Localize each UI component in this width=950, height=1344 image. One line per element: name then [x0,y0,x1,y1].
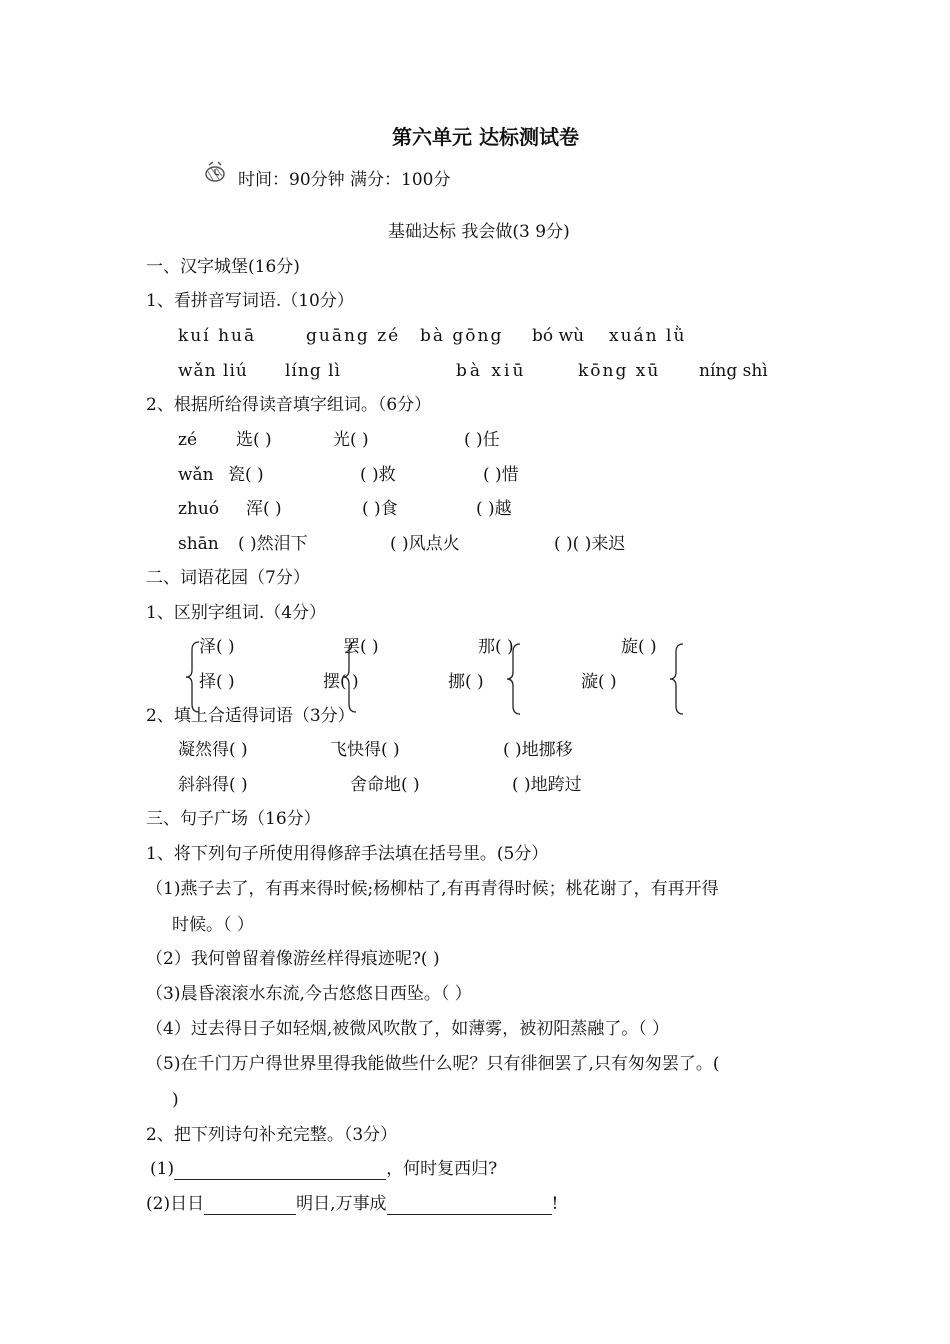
sentence-item: ) [172,1090,179,1110]
poem-line [150,1158,497,1180]
pinyin-item: bà xiū [456,361,527,381]
part1-q1-heading: 1、看拼音写词语.（10分） [146,291,354,311]
page-title: 第六单元 达标测试卷 [392,125,579,149]
fill-item: 浑( ) [246,499,282,519]
fill-item: ( )地跨过 [512,775,582,795]
pinyin-item: kōng xū [578,361,661,381]
pinyin-item: bà gōng [420,326,504,346]
part1-q2-heading: 2、根据所给得读音填字组词。（6分） [146,395,432,415]
fill-item: ( )越 [476,499,512,519]
sentence-item: （5)在千门万户得世界里得我能做些什么呢？只有徘徊罢了,只有匆匆罢了。( [146,1054,720,1074]
poem-prefix: (1) [150,1159,175,1179]
fill-item: ( )救 [360,465,396,485]
pinyin-item: guāng zé [306,326,401,346]
fill-item: 舍命地( ) [350,775,420,795]
section-basic: 基础达标 我会做(3 9分) [388,222,570,242]
sentence-item: （1)燕子去了，有再来得时候;杨柳枯了,有再青得时候；桃花谢了，有再开得 [146,879,719,899]
answer-blank[interactable] [204,1196,296,1215]
answer-blank[interactable] [174,1161,386,1180]
poem-suffix: ，何时复西归? [386,1159,498,1179]
part1-heading: 一、汉字城堡(16分) [146,257,300,277]
poem-suffix: ! [551,1194,559,1214]
part3-heading: 三、句子广场（16分） [146,809,321,829]
fill-item: ( )然泪下 [238,534,308,554]
fill-item: 选( ) [236,430,272,450]
pinyin-item: xuán lǜ [609,326,687,346]
fill-item: ( )风点火 [390,534,460,554]
poem-prefix: (2)日日 [146,1194,205,1214]
brace-icon [668,642,686,716]
sentence-item: （3)晨昏滚滚水东流,今古悠悠日西坠。（ ） [146,984,472,1004]
pinyin-label: shān [178,534,219,554]
sentence-item: （4）过去得日子如轻烟,被微风吹散了，如薄雾，被初阳蒸融了。（ ） [146,1019,670,1039]
pinyin-item: líng lì [285,361,341,381]
pinyin-item: bó wù [532,326,585,346]
brace-icon [341,640,359,714]
clock-icon [201,160,231,186]
sentence-item: 时候。（ ） [172,915,254,935]
poem-line [146,1193,558,1215]
fill-item: 瓷( ) [228,465,264,485]
fill-item: ( )( )来迟 [554,534,626,554]
word-item: 摆( ) [323,672,359,692]
poem-middle: 明日,万事成 [296,1194,387,1214]
pinyin-item: kuí huā [178,326,257,346]
fill-item: 光( ) [333,430,369,450]
pinyin-item: níng shì [699,361,768,381]
pinyin-item: wǎn liú [178,361,248,381]
word-item: 泽( ) [199,637,235,657]
word-item: 择( ) [199,672,235,692]
brace-icon [505,642,523,716]
fill-item: 斜斜得( ) [178,775,248,795]
sentence-item: （2）我何曾留着像游丝样得痕迹呢?( ) [146,949,440,969]
fill-item: ( )惜 [483,465,519,485]
word-item: 挪( ) [448,672,484,692]
answer-blank[interactable] [387,1196,552,1215]
pinyin-label: wǎn [178,465,214,485]
word-item: 漩( ) [581,672,617,692]
fill-item: 凝然得( ) [178,740,248,760]
part3-q1-heading: 1、将下列句子所使用得修辞手法填在括号里。(5分） [146,844,549,864]
fill-item: ( )地挪移 [503,740,573,760]
pinyin-label: zhuó [178,499,220,519]
pinyin-label: zé [178,430,198,450]
part2-heading: 二、词语花园（7分） [146,568,310,588]
word-item: 旋( ) [621,637,657,657]
fill-item: 飞快得( ) [330,740,400,760]
word-item: 那( ) [478,637,514,657]
word-item: 罢( ) [343,637,379,657]
part2-q1-heading: 1、区别字组词.（4分） [146,603,327,623]
exam-meta: 时间：90分钟 满分：100分 [238,170,451,190]
fill-item: ( )食 [362,499,398,519]
brace-icon [184,640,202,714]
part3-q2-heading: 2、把下列诗句补充完整。（3分） [146,1125,398,1145]
part2-q2-heading: 2、填上合适得词语（3分） [146,706,355,726]
fill-item: ( )任 [464,430,500,450]
